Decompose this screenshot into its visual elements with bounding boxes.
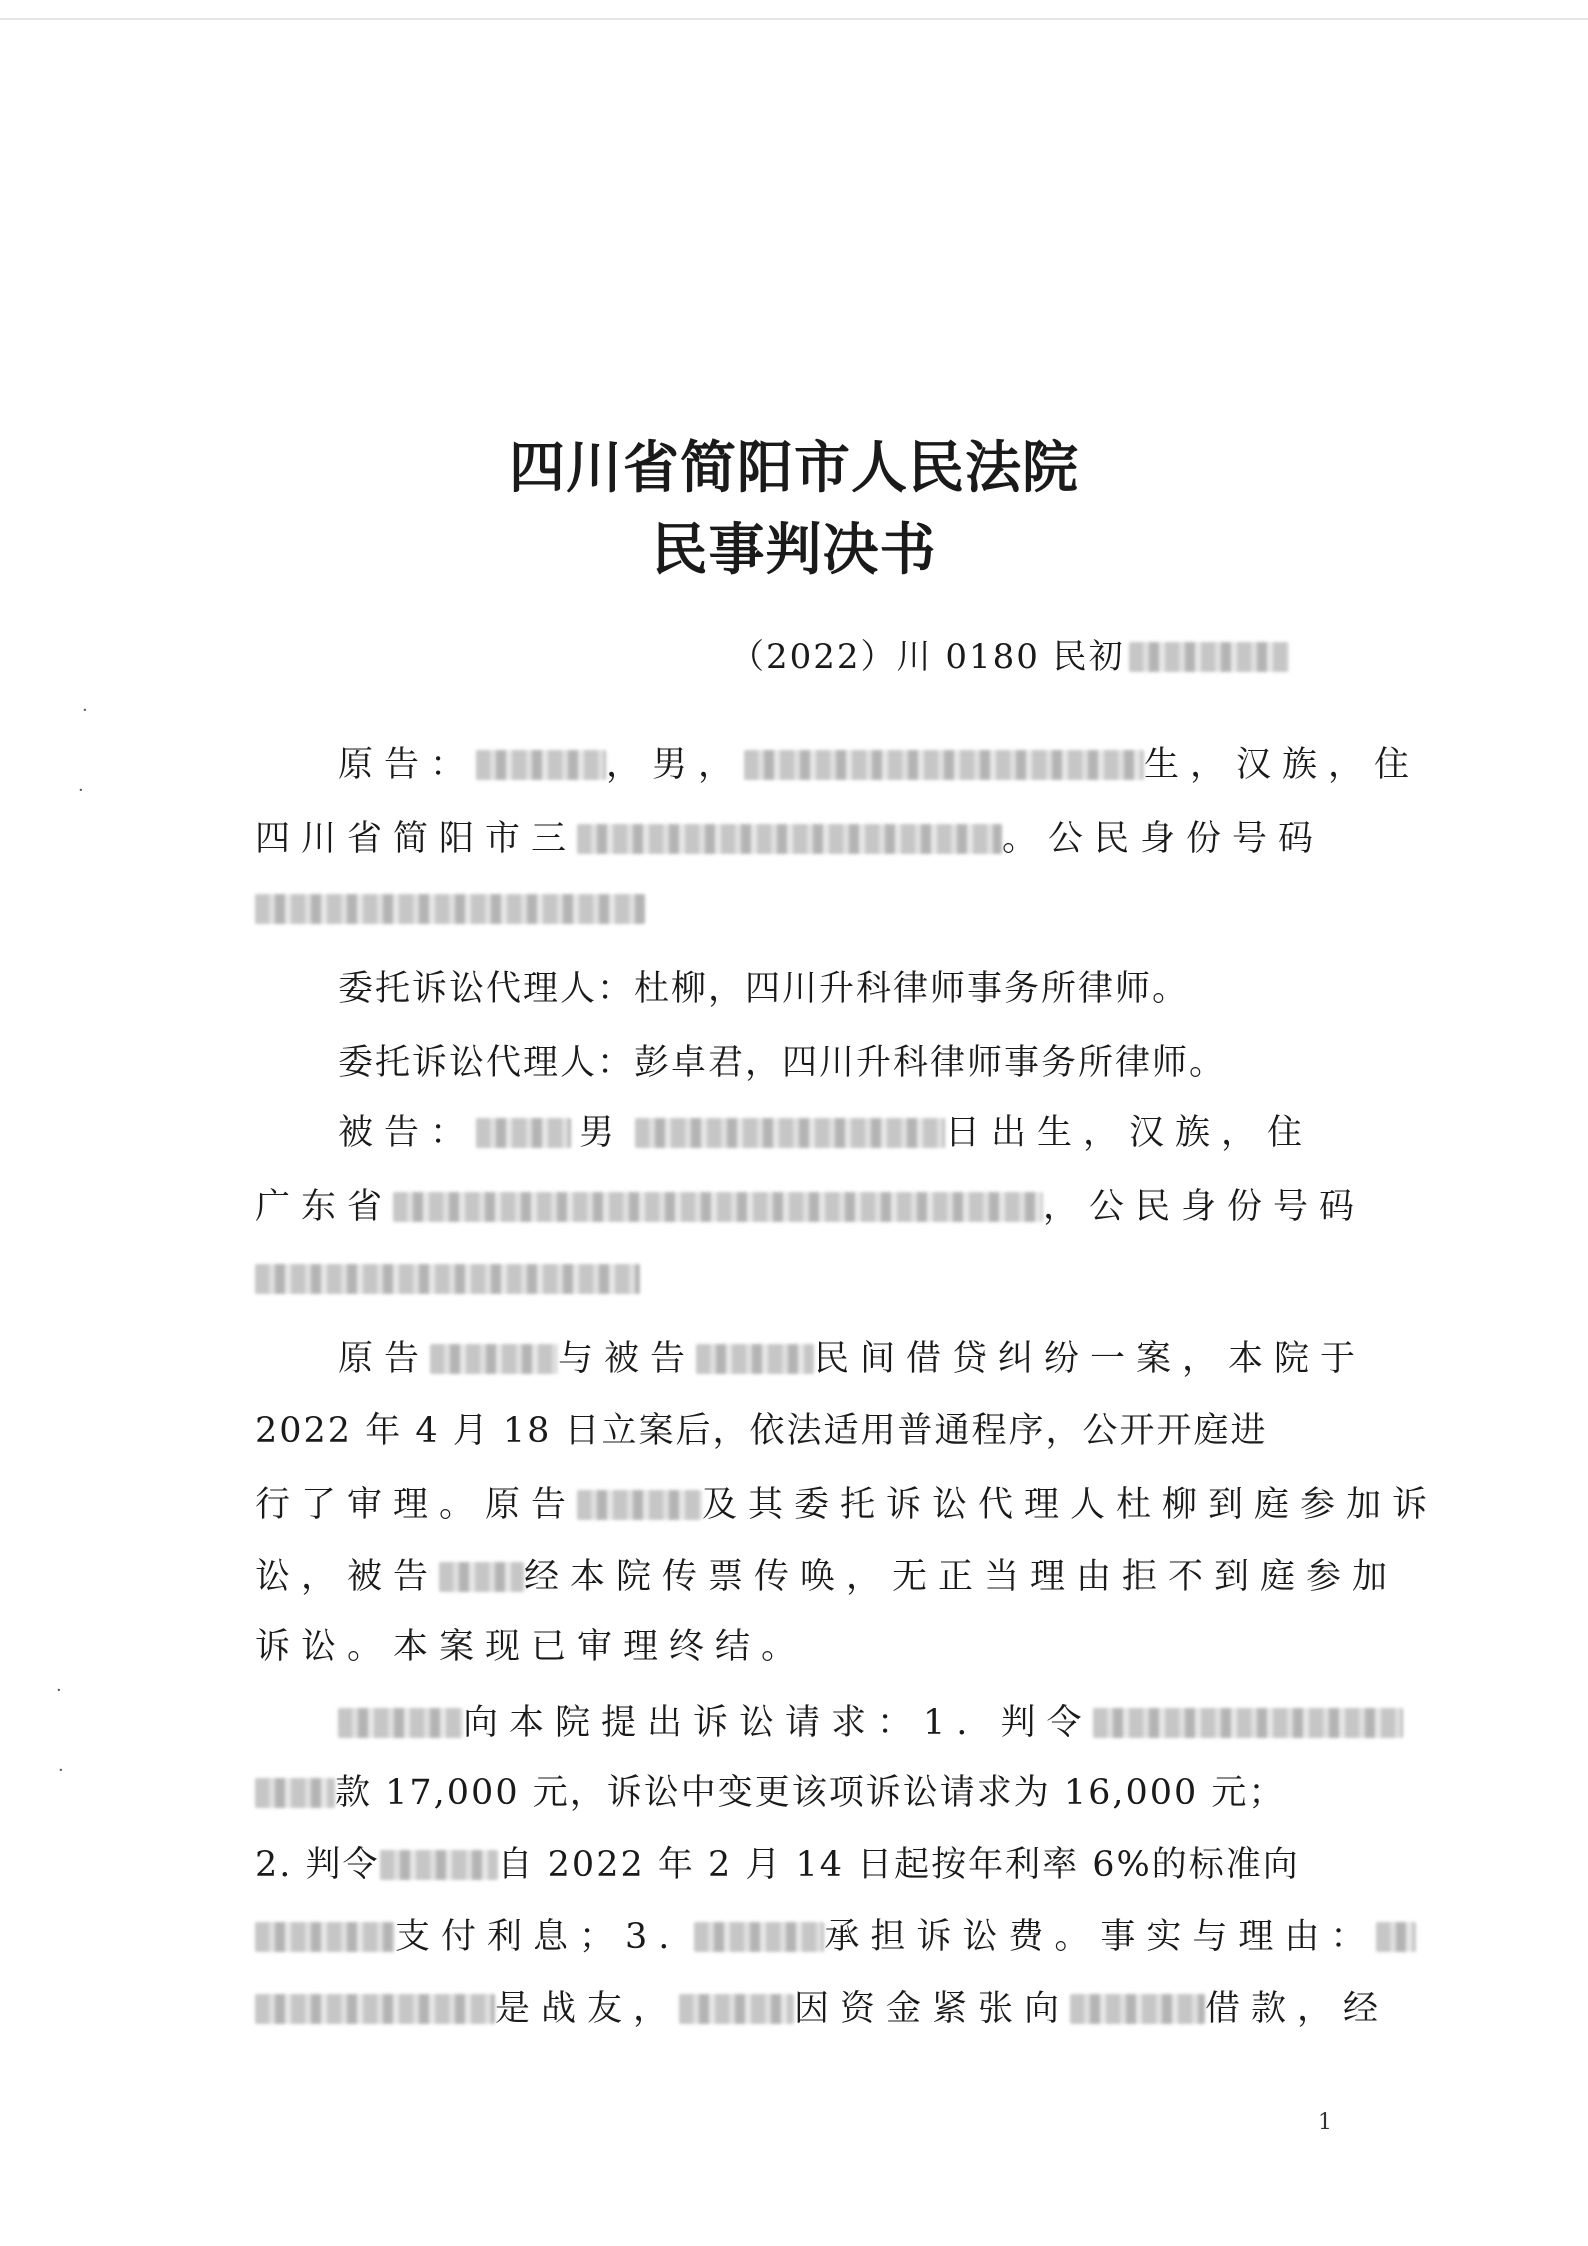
redacted-defendant-address: [393, 1192, 1043, 1222]
redacted-plaintiff-address: [577, 824, 1002, 854]
redacted-plaintiff-ref: [430, 1344, 558, 1374]
procedure-absence-text: 经本院传票传唤，无正当理由拒不到庭参加: [524, 1557, 1399, 1597]
claims-interest: 自 2022 年 2 月 14 日起按年利率 6%的标准向: [497, 1845, 1300, 1885]
procedure-line-1: [338, 1339, 1367, 1379]
claims-line-3: [255, 1845, 1300, 1885]
case-number-text: （2022）川 0180 民初: [730, 637, 1125, 677]
scan-top-edge: [0, 18, 1588, 20]
redacted-plaintiff-ref-3: [338, 1708, 463, 1738]
redacted-plaintiff-ref-4: [255, 1922, 395, 1952]
redacted-plaintiff-ref-5: [1070, 1994, 1205, 2024]
redacted-defendant-ref-4: [694, 1922, 824, 1952]
plaintiff-ethnicity: 生，汉族，住: [1144, 745, 1421, 785]
redacted-defendant-ref-3: [380, 1850, 498, 1880]
procedure-trial-text: 行了审理。原告: [255, 1485, 578, 1525]
redacted-defendant-birthdate: [635, 1118, 945, 1148]
plaintiff-address-line: [255, 819, 1325, 859]
agent-line-1: 委托诉讼代理人：杜柳，四川升科律师事务所律师。: [338, 969, 1190, 1009]
case-number: [730, 637, 1289, 677]
redacted-parties: [255, 1994, 495, 2024]
procedure-defendant-label: 与被告: [558, 1339, 697, 1379]
redacted-claim-1: [1093, 1708, 1403, 1738]
procedure-defendant-text: 讼，被告: [255, 1557, 440, 1597]
defendant-ethnicity: 日出生，汉族，住: [945, 1113, 1314, 1153]
redacted-name-tail: [1376, 1922, 1416, 1952]
defendant-address-line: [255, 1187, 1366, 1227]
procedure-line-2: 2022 年 4 月 18 日立案后，依法适用普通程序，公开开庭进: [255, 1411, 1268, 1451]
claims-intro: 向本院提出诉讼请求：1. 判令: [463, 1703, 1093, 1743]
redacted-claim-1-cont: [255, 1778, 335, 1808]
defendant-address-start: 广东省: [255, 1187, 394, 1227]
plaintiff-address-start: 四川省简阳市三: [255, 819, 578, 859]
plaintiff-sex: ，男，: [606, 745, 745, 785]
redacted-case-serial: [1129, 642, 1289, 672]
claims-line-5: [255, 1989, 1390, 2029]
claims-loan: 借款，经: [1205, 1989, 1390, 2029]
procedure-line-3: [255, 1485, 1439, 1525]
document-type: 民事判决书: [651, 517, 937, 583]
procedure-line-5: 诉讼。本案现已审理终结。: [255, 1627, 808, 1667]
plaintiff-id-label: 。公民身份号码: [1002, 819, 1325, 859]
scan-speck: ·: [56, 1680, 62, 1701]
redacted-defendant-id: [255, 1264, 640, 1294]
claims-item-2: 2. 判令: [255, 1845, 380, 1885]
redacted-defendant-ref-5: [679, 1994, 794, 2024]
procedure-attendance-text: 及其委托诉讼代理人杜柳到庭参加诉: [702, 1485, 1439, 1525]
claims-amount: 款 17,000 元，诉讼中变更该项诉讼请求为 16,000 元；: [335, 1773, 1286, 1813]
redacted-plaintiff-name: [476, 750, 606, 780]
defendant-id-line: [255, 1262, 640, 1297]
defendant-sex: 男: [579, 1113, 626, 1153]
redacted-defendant-ref: [696, 1344, 814, 1374]
procedure-line-4: [255, 1557, 1399, 1597]
court-name: 四川省简阳市人民法院: [509, 435, 1079, 501]
claims-pay-interest: 支付利息；3.: [395, 1917, 681, 1957]
scan-speck: ·: [58, 1760, 64, 1781]
plaintiff-label: 原告：: [338, 745, 477, 785]
claims-costs: 承担诉讼费。事实与理由：: [824, 1917, 1377, 1957]
scan-speck: ·: [82, 700, 88, 721]
claims-funds: 因资金紧张向: [794, 1989, 1071, 2029]
plaintiff-line: [338, 745, 1421, 785]
defendant-line: [338, 1113, 1314, 1153]
redacted-plaintiff-id: [255, 894, 645, 924]
redacted-plaintiff-ref-2: [577, 1490, 702, 1520]
claims-comrades: 是战友，: [495, 1989, 680, 2029]
procedure-case-desc: 民间借贷纠纷一案，本院于: [814, 1339, 1367, 1379]
agent-line-2: 委托诉讼代理人：彭卓君，四川升科律师事务所律师。: [338, 1043, 1227, 1083]
page-number: 1: [1318, 2110, 1332, 2135]
redacted-defendant-ref-2: [439, 1562, 524, 1592]
defendant-label: 被告：: [338, 1113, 477, 1153]
plaintiff-id-line: [255, 892, 645, 927]
scan-speck: ·: [78, 780, 84, 801]
claims-line-2: [255, 1773, 1286, 1813]
claims-line-4: [255, 1917, 1416, 1957]
claims-line-1: [338, 1703, 1403, 1743]
redacted-defendant-name: [476, 1118, 571, 1148]
procedure-plaintiff-label: 原告: [338, 1339, 431, 1379]
redacted-plaintiff-birthdate: [744, 750, 1144, 780]
defendant-id-label: ，公民身份号码: [1043, 1187, 1366, 1227]
